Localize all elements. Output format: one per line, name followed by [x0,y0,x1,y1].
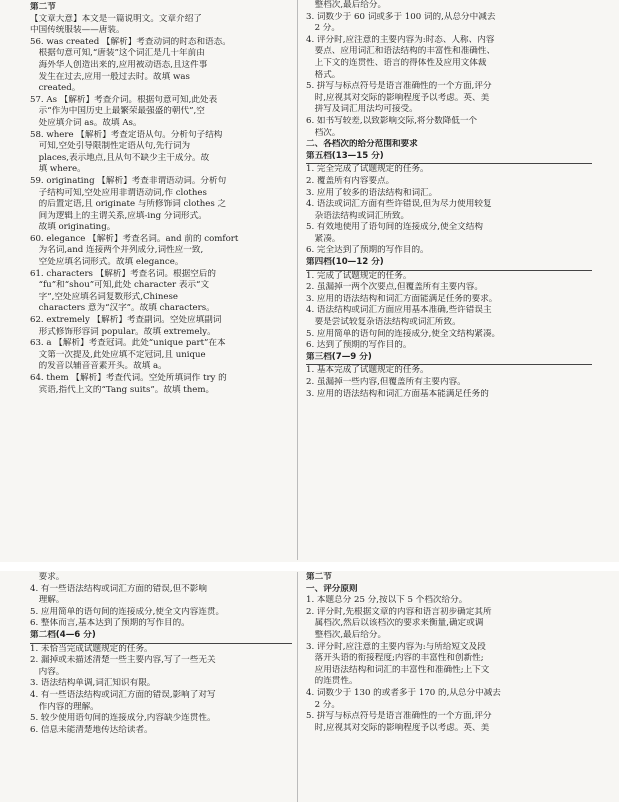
text-line: 理解。 [30,595,65,606]
section-heading: 第二节 [306,572,332,582]
text-line: 1. 本题总分 25 分,按以下 5 个档次给分。 [306,595,468,606]
text-line: 57. As 【解析】考查介词。根据句意可知,此处表 [30,94,218,105]
text-line: 3. 应用的语法结构和词汇方面能满足任务的要求。 [306,293,498,304]
text-line: 格式。 [306,69,341,80]
text-line: 5. 应用简单的语句间的连接成分,使全文内容连贯。 [30,606,225,617]
text-line: 62. extremely 【解析】考查副词。空处应填副词 [30,315,222,326]
text-line: 间为逻辑上的主谓关系,应填-ing 分词形式。 [30,210,207,221]
text-line: 杂语法结构或词汇所致。 [306,210,410,221]
section-heading: 第二档(4—6 分) [30,629,96,640]
text-line: 宾语,指代上文的“Tang suits”。故填 them。 [30,384,215,395]
text-line: 填 where。 [30,164,86,175]
text-line: 属档次,然后以该档次的要求来衡量,确定或调 [306,618,484,629]
text-line: 5. 较少使用语句间的连接成分,内容缺少连贯性。 [30,713,216,724]
text-line: 3. 应用的语法结构和词汇方面基本能满足任务的 [306,388,489,399]
text-line: 的连贯性。 [306,676,358,687]
text-line: 上下文的连贯性、语言的得体性及应用文体裁 [306,57,487,68]
text-line: places,表示地点,且从句不缺少主干成分。故 [30,152,210,163]
text-line: 5. 有效地使用了语句间的连接成分,使全文结构 [306,222,483,233]
text-line: 整档次,最后给分。 [306,0,387,10]
text-line: 3. 评分时,应注意的主要内容为:与所给短文及段 [306,641,486,652]
text-line: 2. 虽漏掉一两个次要点,但覆盖所有主要内容。 [306,282,483,293]
text-line: 64. them 【解析】考查代词。空处所填词作 try 的 [30,373,227,383]
text-line: 档次。 [306,127,341,138]
text-line: 文第一次提及,此处应填不定冠词,且 unique [30,349,206,360]
text-line: 56. was created 【解析】考查动词的时态和语态。 [30,36,231,47]
text-line: 2 分。 [306,23,340,34]
text-line: 可知,空处引导限制性定语从句,先行词为 [30,141,191,152]
text-line: 作内容的理解。 [30,701,99,712]
text-line: 形式修饰形容词 popular。故填 extremely。 [30,326,216,337]
top-left-column [30,2,290,562]
section-heading: 第四档(10—12 分) [306,257,384,268]
section-heading: 第三档(7—9 分) [306,351,372,362]
text-line: 海外华人创造出来的,应用被动语态,且这件事 [30,59,208,70]
text-line: 时,应视其对交际的影响程度予以考虑。英、美 [306,722,490,733]
text-line: 示“作为中国历史上最繁荣最强盛的朝代”,空 [30,106,205,117]
text-line: 拼写及词汇用法均可接受。 [306,104,418,115]
bottom-right-column [306,572,592,802]
text-line: 的发音以辅音音素开头。故填 a。 [30,361,167,372]
text-line: created。 [30,83,81,94]
text-line: 要是尝试较复杂语法结构或词汇所致。 [306,317,461,328]
text-line: 4. 有一些语法结构或词汇方面的错误,但不影响 [30,583,207,594]
text-line: 2. 虽漏掉一些内容,但覆盖所有主要内容。 [306,377,466,387]
text-line: 5. 应用简单的语句间的连接成分,使全文结构紧凑。 [306,328,501,339]
text-line: 根据句意可知,“唐装”这个词汇是几十年前由 [30,48,205,59]
text-line: characters 意为“汉字”。故填 characters。 [30,303,215,314]
text-line: 6. 完全达到了预期的写作目的。 [306,245,429,256]
section-heading: 二、各档次的给分范围和要求 [306,139,418,150]
text-line: 4. 词数少于 130 的或者多于 170 的,从总分中减去 [306,687,501,698]
text-line: 63. a 【解析】考查冠词。此处“unique part”在本 [30,338,226,349]
text-line: 60. elegance 【解析】考查名词。and 前的 comfort [30,233,239,244]
text-line: 整档次,最后给分。 [306,629,387,640]
text-line: 处应填介词 as。故填 As。 [30,117,142,128]
text-line: 2. 覆盖所有内容要点。 [306,175,395,186]
text-line: 1. 基本完成了试题规定的任务。 [306,365,429,376]
page-gap [0,562,619,571]
text-line: 6. 信息未能清楚地传达给读者。 [30,724,153,735]
text-line: 2 分。 [306,699,340,710]
text-line: “fu”和“shou”可知,此处 character 表示“文 [30,280,210,291]
text-line: 【文章大意】本文是一篇说明文。文章介绍了 [30,13,202,24]
text-line: 中国传统服装——唐装。 [30,25,125,36]
text-line: 2. 漏掉或未描述清楚一些主要内容,写了一些无关 [30,655,216,666]
text-line: 应用语法结构和词汇的丰富性和准确性;上下文 [306,664,490,675]
section-heading: 第二节 [30,2,56,12]
text-line: 空处应填名词形式。故填 elegance。 [30,257,184,268]
text-line: 3. 应用了较多的语法结构和词汇。 [306,187,438,198]
text-line: 4. 语法或词汇方面有些许错误,但为尽力使用较复 [306,199,492,210]
text-line: 4. 语法结构或词汇方面应用基本准确,些许错误主 [306,305,492,316]
text-line: 4. 评分时,应注意的主要内容为:时态、人称、内容 [306,34,495,45]
text-line: 时,应视其对交际的影响程度予以考虑。英、美 [306,92,490,103]
text-line: 发生在过去,应用一般过去时。故填 was [30,71,190,82]
text-line: 为名词,and 连接两个并列成分,词性应一致, [30,245,204,256]
text-line: 6. 整体而言,基本达到了预期的写作目的。 [30,618,190,629]
text-line: 3. 词数少于 60 词或多于 100 词的,从总分中减去 [306,11,496,22]
text-line: 6. 如书写较差,以致影响交际,将分数降低一个 [306,115,478,126]
text-line: 要点、应用词汇和语法结构的丰富性和准确性、 [306,46,496,57]
text-line: 内容。 [30,666,65,677]
text-line: 故填 originating。 [30,222,116,233]
bottom-left-column [30,572,292,802]
text-line: 58. where 【解析】考查定语从句。分析句子结构 [30,129,223,140]
text-line: 2. 评分时,先根据文章的内容和语言初步确定其所 [306,606,492,617]
text-line: 61. characters 【解析】考查名词。根据空后的 [30,268,217,279]
text-line: 5. 拼写与标点符号是语言准确性的一个方面,评分 [306,711,492,722]
section-heading: 第五档(13—15 分) [306,150,384,161]
text-line: 子结构可知,空处应用非谓语动词,作 clothes [30,187,207,198]
section-heading: 一、评分原则 [306,583,358,594]
text-line: 字”,空处应填名词复数形式,Chinese [30,291,178,302]
top-right-column [306,0,592,560]
text-line: 紧凑。 [306,233,341,244]
text-line: 3. 语法结构单调,词汇知识有限。 [30,678,156,689]
text-line: 1. 完成了试题规定的任务。 [306,270,412,281]
text-line: 5. 拼写与标点符号是语言准确性的一个方面,评分 [306,81,492,92]
text-line: 要求。 [30,572,65,582]
column-divider-bottom [297,572,298,802]
text-line: 4. 有一些语法结构或词汇方面的错误,影响了对写 [30,689,216,700]
text-line: 59. originating 【解析】考查非谓语动词。分析句 [30,175,227,186]
text-line: 1. 未恰当完成试题规定的任务。 [30,643,153,654]
column-divider-top [297,0,298,560]
text-line: 6. 达到了预期的写作目的。 [306,340,412,351]
text-line: 落开头语的衔接程度;内容的丰富性和创新性; [306,653,484,664]
text-line: 的后置定语,且 originate 与所修饰词 clothes 之 [30,199,227,210]
text-line: 1. 完全完成了试题规定的任务。 [306,164,429,175]
